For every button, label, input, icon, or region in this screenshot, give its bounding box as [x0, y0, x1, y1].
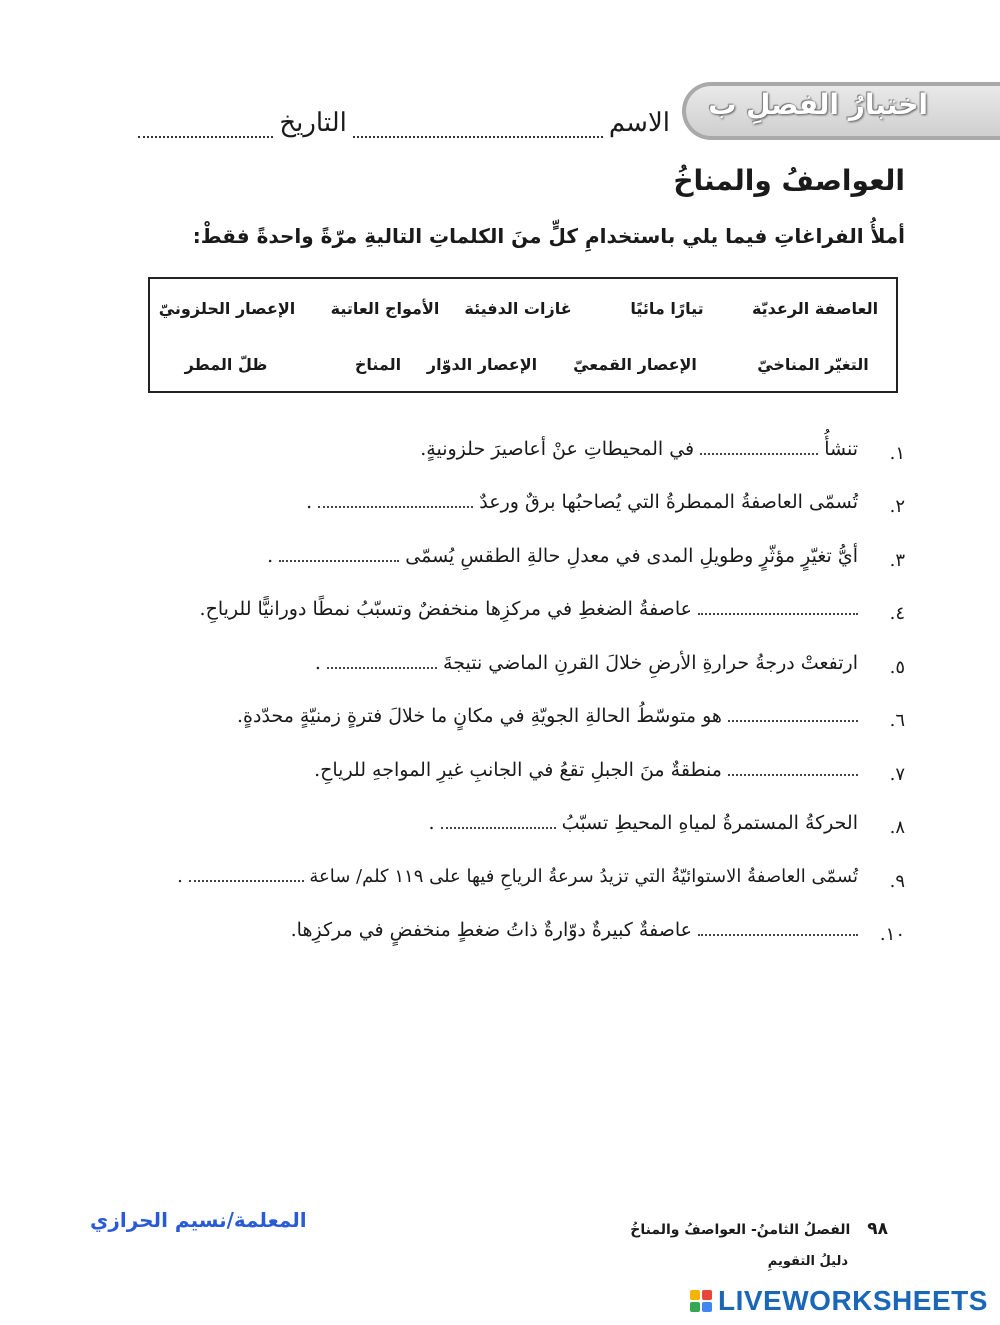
tab-title: اختبارُ الفصلِ ب: [708, 88, 928, 121]
word-bank-item: الإعصار الدوّار: [426, 355, 538, 374]
answer-blank-10[interactable]: [698, 920, 858, 936]
answer-blank-9[interactable]: [189, 866, 304, 882]
question-number: ١.: [889, 443, 905, 464]
word-bank-item: تيارًا مائيًا: [630, 299, 704, 318]
question-number: ٦.: [889, 710, 905, 731]
word-bank: [148, 277, 898, 393]
date-field[interactable]: [138, 116, 273, 138]
answer-blank-2[interactable]: [318, 492, 473, 508]
question-9: تُسمّى العاصفةُ الاستوائيّةُ التي تزيدُ سرعةُ الرياحِ فيها على ١١٩ كلم/ ساعة .: [177, 866, 858, 887]
question-7: منطقةٌ منَ الجبلِ تقعُ في الجانبِ غيرِ المواجهِ للرياحِ.: [314, 759, 858, 781]
question-number: ٣.: [889, 550, 905, 571]
question-number: ٨.: [889, 817, 905, 838]
liveworksheets-logo: [690, 1285, 988, 1317]
question-5: ارتفعتْ درجةُ حرارةِ الأرضِ خلالَ القرنِ الماضي نتيجةَ .: [314, 652, 858, 674]
answer-blank-4[interactable]: [698, 599, 858, 615]
question-4: عاصفةُ الضغطِ في مركزِها منخفضٌ وتسبّبُ نمطًا دورانيًّا للرياحِ.: [200, 598, 858, 620]
answer-blank-3[interactable]: [279, 546, 399, 562]
word-bank-item: المناخ: [354, 355, 402, 374]
chapter-label: الفصلُ الثامنُ- العواصفُ والمناخُ: [630, 1222, 851, 1238]
name-date-row: [138, 108, 670, 138]
question-6: هو متوسّطُ الحالةِ الجويّةِ في مكانٍ ما خلالَ فترةٍ زمنيّةٍ محدّدةٍ.: [237, 705, 858, 727]
brand-text: LIVEWORKSHEETS: [718, 1285, 988, 1316]
question-3: أيُّ تغيّرٍ مؤثّرٍ وطويلِ المدى في معدلِ حالةِ الطقسِ يُسمّى .: [267, 545, 858, 567]
answer-blank-5[interactable]: [327, 653, 437, 669]
teacher-name: المعلمة/نسيم الحرازي: [90, 1208, 307, 1232]
question-1: تنشأُ في المحيطاتِ عنْ أعاصيرَ حلزونيةٍ.: [420, 438, 858, 460]
answer-blank-6[interactable]: [728, 706, 858, 722]
question-2: تُسمّى العاصفةُ الممطرةُ التي يُصاحبُها برقٌ ورعدٌ .: [306, 491, 858, 513]
name-field[interactable]: [353, 116, 603, 138]
liveworksheets-icon: [690, 1290, 712, 1312]
instructions: أملأُ الفراغاتِ فيما يلي باستخدامِ كلٍّ منَ الكلماتِ التاليةِ مرّةً واحدةً فقطْ:: [192, 224, 905, 248]
name-label: الاسم: [608, 108, 670, 138]
date-label: التاريخ: [279, 108, 347, 138]
word-bank-item: الإعصار الحلزونيّ: [158, 299, 296, 318]
word-bank-item: الأمواج العاتية: [330, 299, 440, 318]
answer-blank-8[interactable]: [441, 813, 556, 829]
word-bank-item: الإعصار القمعيّ: [573, 355, 697, 374]
page-number: ٩٨: [867, 1219, 888, 1239]
question-number: ٧.: [889, 764, 905, 785]
answer-blank-1[interactable]: [700, 439, 818, 455]
page-title: العواصفُ والمناخُ: [673, 164, 905, 197]
question-number: ١٠.: [879, 924, 905, 945]
question-number: ٥.: [889, 657, 905, 678]
word-bank-item: العاصفة الرعديّة: [751, 299, 879, 318]
word-bank-item: غازات الدفيئة: [464, 299, 572, 318]
chapter-footer: [630, 1219, 888, 1239]
question-8: الحركةُ المستمرةُ لمياهِ المحيطِ تسبّبُ .: [428, 812, 858, 834]
guide-label: دليلُ التقويمِ: [767, 1254, 848, 1269]
question-number: ٤.: [889, 603, 905, 624]
word-bank-item: ظلّ المطر: [184, 355, 268, 374]
question-10: عاصفةٌ كبيرةٌ دوّارةٌ ذاتُ ضغطٍ منخفضٍ في مركزِها.: [291, 919, 858, 941]
question-number: ٩.: [889, 871, 905, 892]
question-number: ٢.: [889, 496, 905, 517]
answer-blank-7[interactable]: [728, 760, 858, 776]
word-bank-item: التغيّر المناخيّ: [757, 355, 869, 374]
